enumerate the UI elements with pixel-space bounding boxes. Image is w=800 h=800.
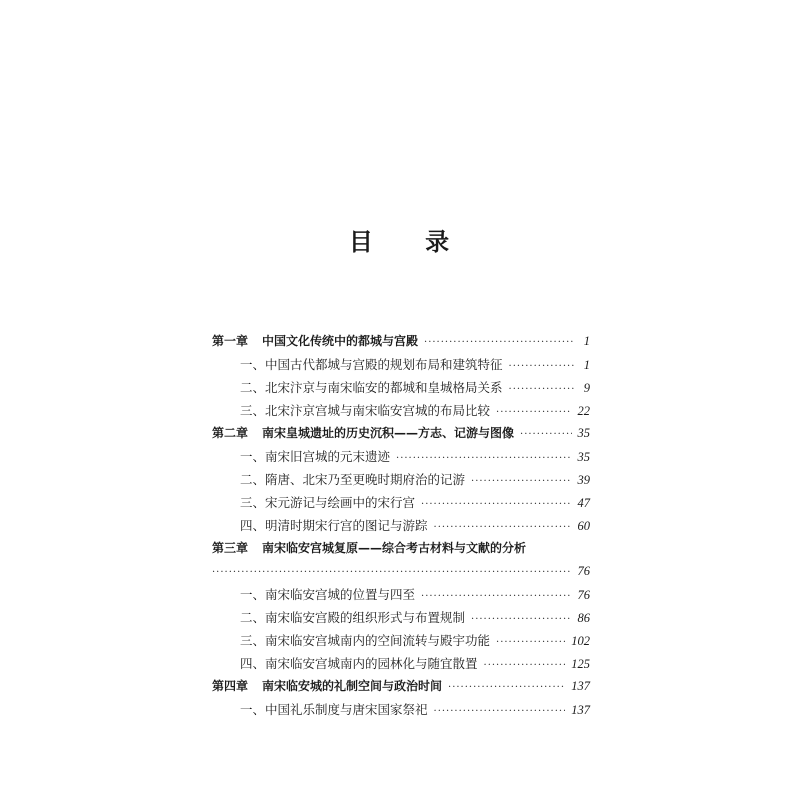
- toc-section[interactable]: [212, 652, 590, 675]
- page-number: 76: [577, 588, 590, 602]
- page-number: 39: [577, 473, 590, 487]
- chapter-title: 中国文化传统中的都城与宫殿: [262, 334, 419, 348]
- leader-dots: [424, 331, 574, 354]
- page-number: 125: [571, 657, 590, 671]
- page-number: 76: [577, 564, 590, 578]
- page-number: 137: [571, 703, 590, 717]
- leader-dots: [509, 355, 574, 378]
- toc-section[interactable]: [212, 445, 590, 468]
- section-title: 三、宋元游记与绘画中的宋行宫: [240, 495, 416, 510]
- leader-dots: [434, 700, 566, 723]
- leader-dots: [496, 401, 571, 424]
- section-title: 一、南宋旧宫城的元末遗迹: [240, 449, 391, 464]
- section-title: 二、北宋汴京与南宋临安的都城和皇城格局关系: [240, 380, 503, 395]
- chapter-number: 第三章: [212, 541, 249, 555]
- leader-dots: [448, 676, 565, 699]
- toc-section[interactable]: [212, 399, 590, 422]
- toc-chapter-3-continuation[interactable]: [212, 560, 590, 583]
- toc-section[interactable]: [212, 698, 590, 721]
- toc-section[interactable]: [212, 468, 590, 491]
- section-title: 二、南宋临安宫殿的组织形式与布置规制: [240, 610, 466, 625]
- leader-dots: [434, 516, 572, 539]
- toc-section[interactable]: [212, 629, 590, 652]
- leader-dots: [484, 654, 566, 677]
- toc-section[interactable]: [212, 606, 590, 629]
- section-title: 三、北宋汴京宫城与南宋临安宫城的布局比较: [240, 403, 491, 418]
- toc-section[interactable]: [212, 353, 590, 376]
- leader-dots: [520, 423, 571, 446]
- table-of-contents: [212, 330, 590, 721]
- leader-dots: [496, 631, 565, 654]
- page-number: 137: [571, 679, 590, 693]
- page-number: 35: [577, 450, 590, 464]
- page-title: 目 录: [348, 227, 472, 256]
- chapter-number: 第二章: [212, 426, 249, 440]
- section-title: 三、南宋临安宫城南内的空间流转与殿宇功能: [240, 633, 491, 648]
- leader-dots: [421, 585, 571, 608]
- leader-dots: [212, 561, 572, 584]
- chapter-title: 南宋临安城的礼制空间与政治时间: [262, 679, 443, 693]
- chapter-number: 第四章: [212, 679, 249, 693]
- leader-dots: [471, 470, 571, 493]
- page-number: 102: [571, 634, 590, 648]
- page-number: 1: [583, 358, 590, 372]
- page-number: 9: [583, 381, 590, 395]
- section-title: 二、隋唐、北宋乃至更晚时期府治的记游: [240, 472, 466, 487]
- leader-dots: [421, 493, 571, 516]
- section-title: 一、南宋临安宫城的位置与四至: [240, 587, 416, 602]
- page-number: 22: [577, 404, 590, 418]
- toc-section[interactable]: [212, 514, 590, 537]
- page-number: 86: [577, 611, 590, 625]
- section-title: 一、中国古代都城与宫殿的规划布局和建筑特征: [240, 357, 503, 372]
- section-title: 一、中国礼乐制度与唐宋国家祭祀: [240, 702, 428, 717]
- toc-section[interactable]: [212, 376, 590, 399]
- page-number: 60: [577, 519, 590, 533]
- toc-chapter-3[interactable]: [212, 537, 590, 560]
- chapter-title: 南宋临安宫城复原——综合考古材料与文献的分析: [262, 541, 527, 555]
- section-title: 四、明清时期宋行宫的图记与游踪: [240, 518, 428, 533]
- leader-dots: [509, 378, 574, 401]
- chapter-title: 南宋皇城遗址的历史沉积——方志、记游与图像: [262, 426, 515, 440]
- page-number: 47: [577, 496, 590, 510]
- page-number: 1: [583, 334, 590, 348]
- section-title: 四、南宋临安宫城南内的园林化与随宜散置: [240, 656, 478, 671]
- chapter-number: 第一章: [212, 334, 249, 348]
- toc-chapter-2[interactable]: [212, 422, 590, 445]
- leader-dots: [471, 608, 571, 631]
- toc-section[interactable]: [212, 491, 590, 514]
- toc-chapter-4[interactable]: [212, 675, 590, 698]
- toc-section[interactable]: [212, 583, 590, 606]
- toc-chapter-1[interactable]: [212, 330, 590, 353]
- page-number: 35: [577, 426, 590, 440]
- leader-dots: [396, 447, 571, 470]
